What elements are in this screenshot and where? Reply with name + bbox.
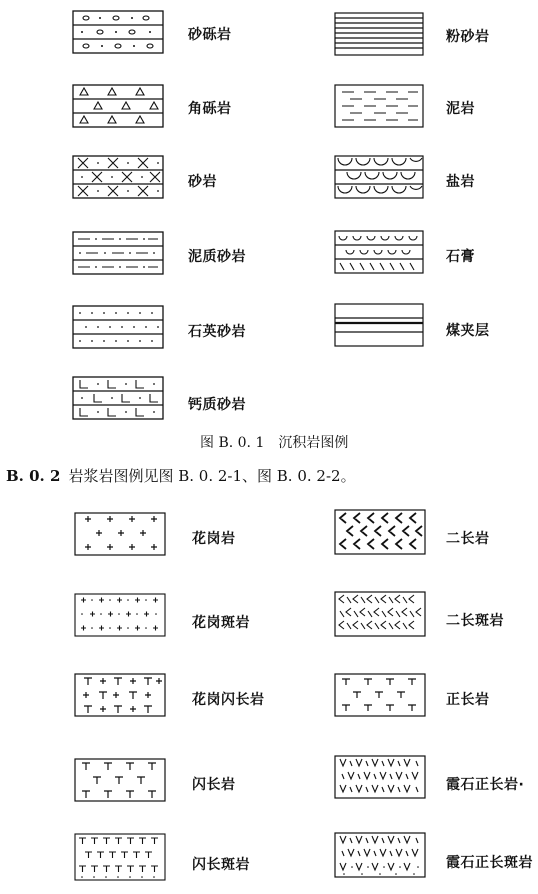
monzonite-porphyry-pattern xyxy=(334,591,426,637)
legend-label: 煤夹层 xyxy=(446,323,490,339)
granite-porphyry-pattern xyxy=(74,593,166,637)
gypsum-pattern xyxy=(334,230,424,274)
nepheline-syenite-porphyry-pattern xyxy=(334,832,426,878)
legend-label: 泥岩 xyxy=(446,101,475,117)
legend-label: 二长岩 xyxy=(446,531,490,547)
legend-label: 盐岩 xyxy=(446,174,475,190)
coal-interlayer-pattern xyxy=(334,303,424,347)
legend-label: 花岗闪长岩 xyxy=(192,692,265,708)
legend-label: 正长岩 xyxy=(446,692,490,708)
legend-label: 泥质砂岩 xyxy=(188,249,246,265)
legend-label: 砂岩 xyxy=(188,174,217,190)
legend-label: 花岗斑岩 xyxy=(192,615,250,631)
legend-label: 砂砾岩 xyxy=(188,27,232,43)
legend-label: 霞石正长斑岩 xyxy=(446,855,533,871)
figure-caption: 图 B. 0. 1 沉积岩图例 xyxy=(200,435,349,451)
calcareous-sandstone-pattern xyxy=(72,376,164,420)
legend-label: 霞石正长岩· xyxy=(446,777,525,793)
quartz-sandstone-pattern xyxy=(72,305,164,349)
monzonite-pattern xyxy=(334,509,426,555)
sandstone-pattern xyxy=(72,155,164,199)
legend-label: 粉砂岩 xyxy=(446,29,490,45)
sandy-conglomerate-pattern xyxy=(72,10,164,54)
diorite-porphyry-pattern xyxy=(74,833,166,881)
breccia-pattern xyxy=(72,84,164,128)
legend-label: 花岗岩 xyxy=(192,531,236,547)
legend-label: 石英砂岩 xyxy=(188,324,246,340)
mudstone-pattern xyxy=(334,84,424,128)
legend-label: 闪长斑岩 xyxy=(192,857,250,873)
legend-label: 角砾岩 xyxy=(188,101,232,117)
section-heading xyxy=(6,465,356,486)
legend-label: 二长斑岩 xyxy=(446,613,504,629)
rock-salt-pattern xyxy=(334,155,424,199)
legend-label: 闪长岩 xyxy=(192,777,236,793)
granite-pattern xyxy=(74,512,166,556)
siltstone-pattern xyxy=(334,12,424,56)
legend-label: 石膏 xyxy=(446,249,475,265)
legend-label: 钙质砂岩 xyxy=(188,397,246,413)
nepheline-syenite-pattern xyxy=(334,755,426,799)
section-number: B. 0. 2 xyxy=(6,467,61,485)
section-text: 岩浆岩图例见图 B. 0. 2-1、图 B. 0. 2-2。 xyxy=(68,467,356,485)
diorite-pattern xyxy=(74,758,166,802)
syenite-pattern xyxy=(334,673,426,717)
argillaceous-sandstone-pattern xyxy=(72,231,164,275)
granodiorite-pattern xyxy=(74,673,166,717)
